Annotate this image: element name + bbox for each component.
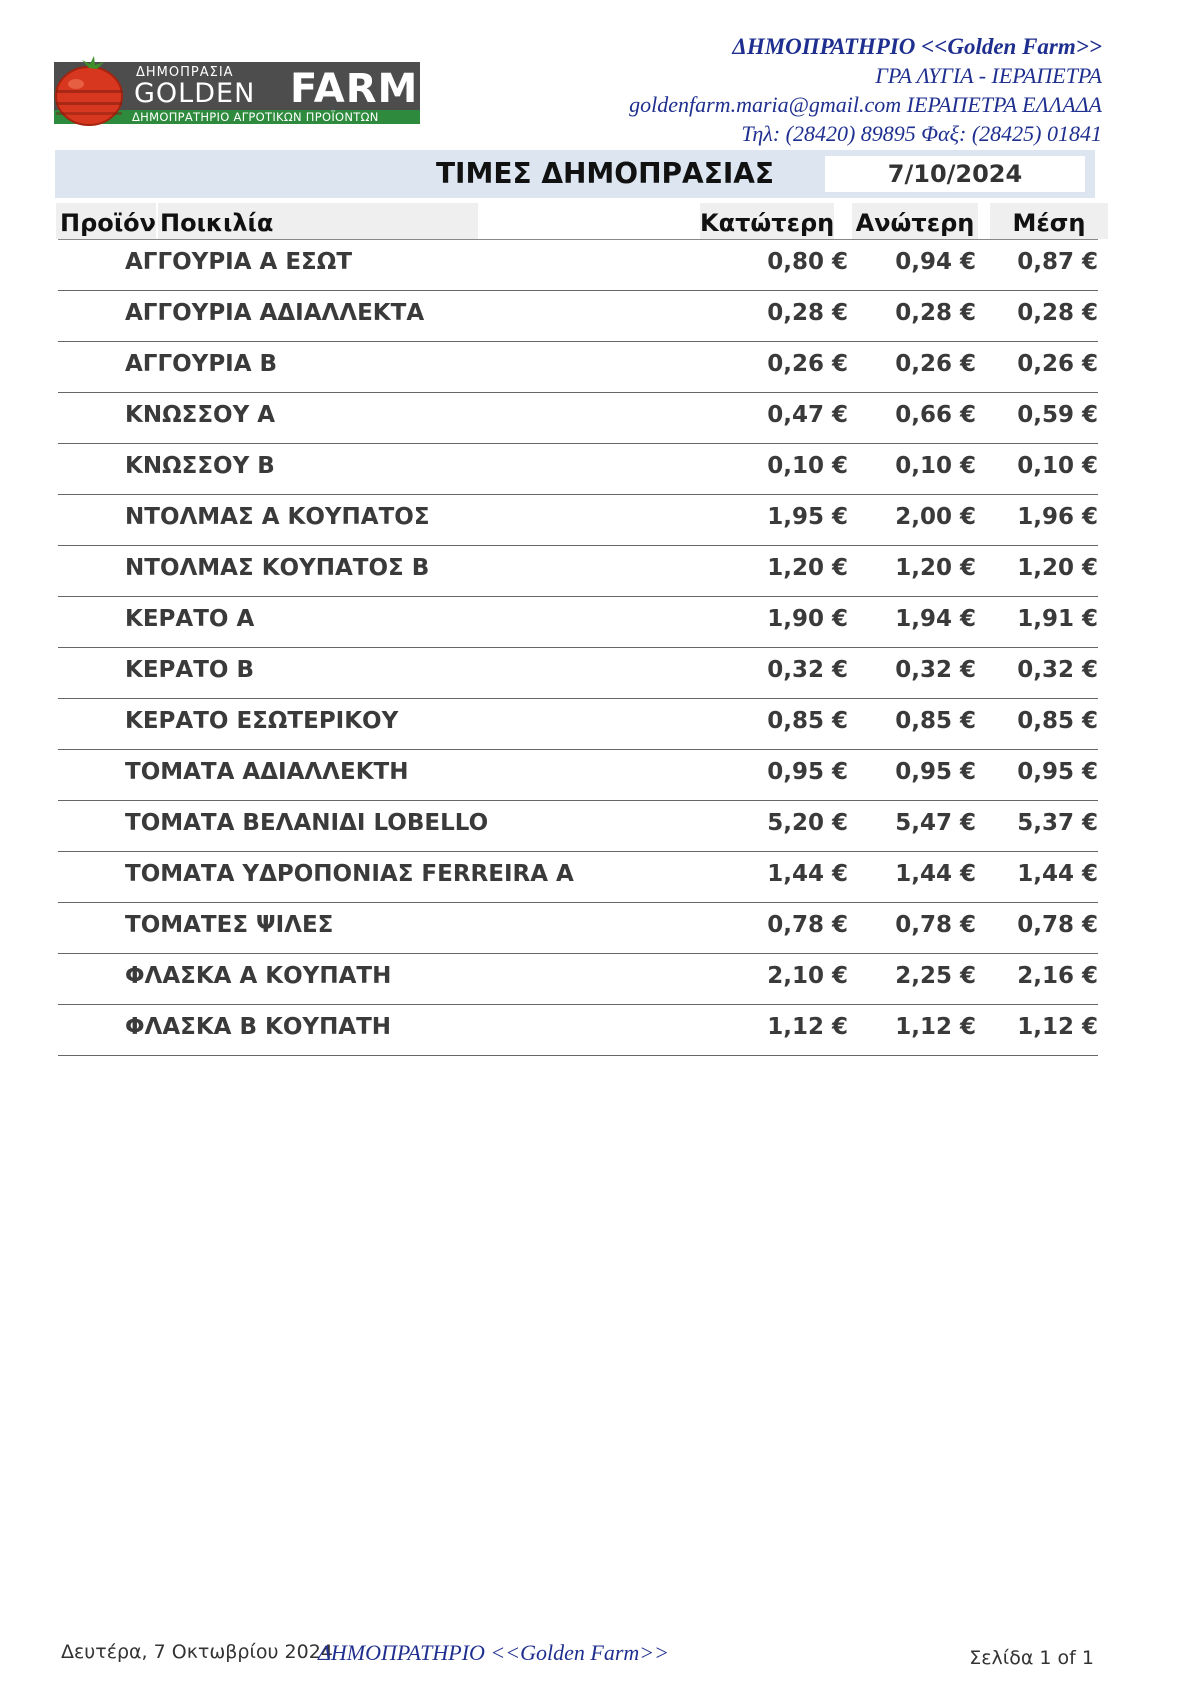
report-date: 7/10/2024 bbox=[825, 156, 1085, 192]
row-max-price: 1,12 € bbox=[895, 1014, 976, 1040]
footer-company-name: ΔΗΜΟΠΡΑΤΗΡΙΟ <<Golden Farm>> bbox=[318, 1640, 669, 1665]
page-title: ΤΙΜΕΣ ΔΗΜΟΠΡΑΣΙΑΣ bbox=[435, 157, 775, 190]
table-row bbox=[58, 750, 1098, 801]
row-avg-price: 0,59 € bbox=[1017, 402, 1098, 428]
row-max-price: 1,20 € bbox=[895, 555, 976, 581]
row-avg-price: 1,91 € bbox=[1017, 606, 1098, 632]
row-min-price: 1,90 € bbox=[767, 606, 848, 632]
footer-page-number: Σελίδα 1 of 1 bbox=[969, 1647, 1094, 1669]
row-variety: ΤΟΜΑΤΑ ΑΔΙΑΛΛΕΚΤΗ bbox=[125, 759, 409, 785]
column-header-product: Προϊόν bbox=[56, 203, 156, 239]
table-row bbox=[58, 1005, 1098, 1056]
row-variety: ΚΝΩΣΣΟΥ Β bbox=[125, 453, 275, 479]
row-max-price: 2,00 € bbox=[895, 504, 976, 530]
table-row bbox=[58, 291, 1098, 342]
row-max-price: 0,26 € bbox=[895, 351, 976, 377]
row-min-price: 1,95 € bbox=[767, 504, 848, 530]
column-header-variety: Ποικιλία bbox=[158, 203, 478, 239]
row-avg-price: 0,95 € bbox=[1017, 759, 1098, 785]
table-row bbox=[58, 495, 1098, 546]
row-avg-price: 1,20 € bbox=[1017, 555, 1098, 581]
company-logo bbox=[52, 48, 424, 128]
row-max-price: 2,25 € bbox=[895, 963, 976, 989]
row-min-price: 0,47 € bbox=[767, 402, 848, 428]
row-variety: ΦΛΑΣΚΑ Α ΚΟΥΠΑΤΗ bbox=[125, 963, 392, 989]
row-avg-price: 1,44 € bbox=[1017, 861, 1098, 887]
table-row bbox=[58, 342, 1098, 393]
company-info bbox=[629, 32, 1102, 148]
row-max-price: 0,95 € bbox=[895, 759, 976, 785]
row-min-price: 0,32 € bbox=[767, 657, 848, 683]
row-variety: ΝΤΟΛΜΑΣ Α ΚΟΥΠΑΤΟΣ bbox=[125, 504, 430, 530]
column-header-min: Κατώτερη bbox=[700, 203, 834, 239]
table-row bbox=[58, 597, 1098, 648]
row-min-price: 2,10 € bbox=[767, 963, 848, 989]
row-avg-price: 1,12 € bbox=[1017, 1014, 1098, 1040]
row-variety: ΚΕΡΑΤΟ ΕΣΩΤΕΡΙΚΟΥ bbox=[125, 708, 399, 734]
row-avg-price: 0,32 € bbox=[1017, 657, 1098, 683]
table-row bbox=[58, 801, 1098, 852]
row-variety: ΚΕΡΑΤΟ Α bbox=[125, 606, 255, 632]
row-variety: ΤΟΜΑΤΑ ΒΕΛΑΝΙΔΙ LOBELLO bbox=[125, 810, 489, 836]
row-avg-price: 0,87 € bbox=[1017, 249, 1098, 275]
row-avg-price: 0,78 € bbox=[1017, 912, 1098, 938]
row-max-price: 0,28 € bbox=[895, 300, 976, 326]
price-table bbox=[58, 240, 1098, 1056]
row-variety: ΤΟΜΑΤΑ ΥΔΡΟΠΟΝΙΑΣ FERREIRA Α bbox=[125, 861, 574, 887]
table-row bbox=[58, 699, 1098, 750]
row-max-price: 1,94 € bbox=[895, 606, 976, 632]
title-bar bbox=[55, 150, 1095, 198]
row-min-price: 0,10 € bbox=[767, 453, 848, 479]
company-name: ΔΗΜΟΠΡΑΤΗΡΙΟ <<Golden Farm>> bbox=[732, 34, 1102, 59]
row-max-price: 0,85 € bbox=[895, 708, 976, 734]
row-variety: ΑΓΓΟΥΡΙΑ Β bbox=[125, 351, 278, 377]
row-avg-price: 2,16 € bbox=[1017, 963, 1098, 989]
row-min-price: 0,80 € bbox=[767, 249, 848, 275]
table-row bbox=[58, 240, 1098, 291]
row-max-price: 0,94 € bbox=[895, 249, 976, 275]
table-row bbox=[58, 852, 1098, 903]
table-row bbox=[58, 954, 1098, 1005]
row-max-price: 5,47 € bbox=[895, 810, 976, 836]
logo-small-text: ΔΗΜΟΠΡΑΣΙΑ bbox=[136, 65, 234, 80]
row-max-price: 0,78 € bbox=[895, 912, 976, 938]
table-row bbox=[58, 444, 1098, 495]
row-max-price: 1,44 € bbox=[895, 861, 976, 887]
row-min-price: 1,20 € bbox=[767, 555, 848, 581]
row-avg-price: 0,85 € bbox=[1017, 708, 1098, 734]
row-avg-price: 0,28 € bbox=[1017, 300, 1098, 326]
row-max-price: 0,32 € bbox=[895, 657, 976, 683]
row-variety: ΑΓΓΟΥΡΙΑ ΑΔΙΑΛΛΕΚΤΑ bbox=[125, 300, 425, 326]
table-row bbox=[58, 393, 1098, 444]
row-max-price: 0,10 € bbox=[895, 453, 976, 479]
row-min-price: 0,26 € bbox=[767, 351, 848, 377]
logo-farm-text: FARM bbox=[290, 66, 419, 112]
row-min-price: 1,44 € bbox=[767, 861, 848, 887]
row-min-price: 0,28 € bbox=[767, 300, 848, 326]
row-variety: ΚΝΩΣΣΟΥ Α bbox=[125, 402, 276, 428]
company-phone: Τηλ: (28420) 89895 Φαξ: (28425) 01841 bbox=[741, 121, 1102, 146]
row-avg-price: 1,96 € bbox=[1017, 504, 1098, 530]
row-variety: ΦΛΑΣΚΑ Β ΚΟΥΠΑΤΗ bbox=[125, 1014, 392, 1040]
row-variety: ΑΓΓΟΥΡΙΑ Α ΕΣΩΤ bbox=[125, 249, 353, 275]
table-row bbox=[58, 903, 1098, 954]
row-min-price: 1,12 € bbox=[767, 1014, 848, 1040]
table-row bbox=[58, 648, 1098, 699]
column-header-avg: Μέση bbox=[990, 203, 1108, 239]
row-max-price: 0,66 € bbox=[895, 402, 976, 428]
column-header-max: Ανώτερη bbox=[852, 203, 978, 239]
row-variety: ΤΟΜΑΤΕΣ ΨΙΛΕΣ bbox=[125, 912, 334, 938]
company-email: goldenfarm.maria@gmail.com ΙΕΡΑΠΕΤΡΑ ΕΛΛΑΔΑ bbox=[629, 92, 1102, 117]
table-row bbox=[58, 546, 1098, 597]
row-min-price: 0,85 € bbox=[767, 708, 848, 734]
row-avg-price: 0,10 € bbox=[1017, 453, 1098, 479]
tomato-icon bbox=[54, 54, 124, 126]
row-avg-price: 5,37 € bbox=[1017, 810, 1098, 836]
row-variety: ΚΕΡΑΤΟ Β bbox=[125, 657, 254, 683]
footer-date: Δευτέρα, 7 Οκτωβρίου 2024 bbox=[61, 1641, 333, 1663]
logo-subtitle: ΔΗΜΟΠΡΑΤΗΡΙΟ ΑΓΡΟΤΙΚΩΝ ΠΡΟΪΟΝΤΩΝ bbox=[132, 110, 379, 124]
logo-golden-text: GOLDEN bbox=[134, 78, 256, 109]
row-variety: ΝΤΟΛΜΑΣ ΚΟΥΠΑΤΟΣ Β bbox=[125, 555, 430, 581]
row-min-price: 0,95 € bbox=[767, 759, 848, 785]
company-address: ΓΡΑ ΛΥΓΙΑ - ΙΕΡΑΠΕΤΡΑ bbox=[875, 63, 1102, 88]
row-avg-price: 0,26 € bbox=[1017, 351, 1098, 377]
row-min-price: 0,78 € bbox=[767, 912, 848, 938]
row-min-price: 5,20 € bbox=[767, 810, 848, 836]
